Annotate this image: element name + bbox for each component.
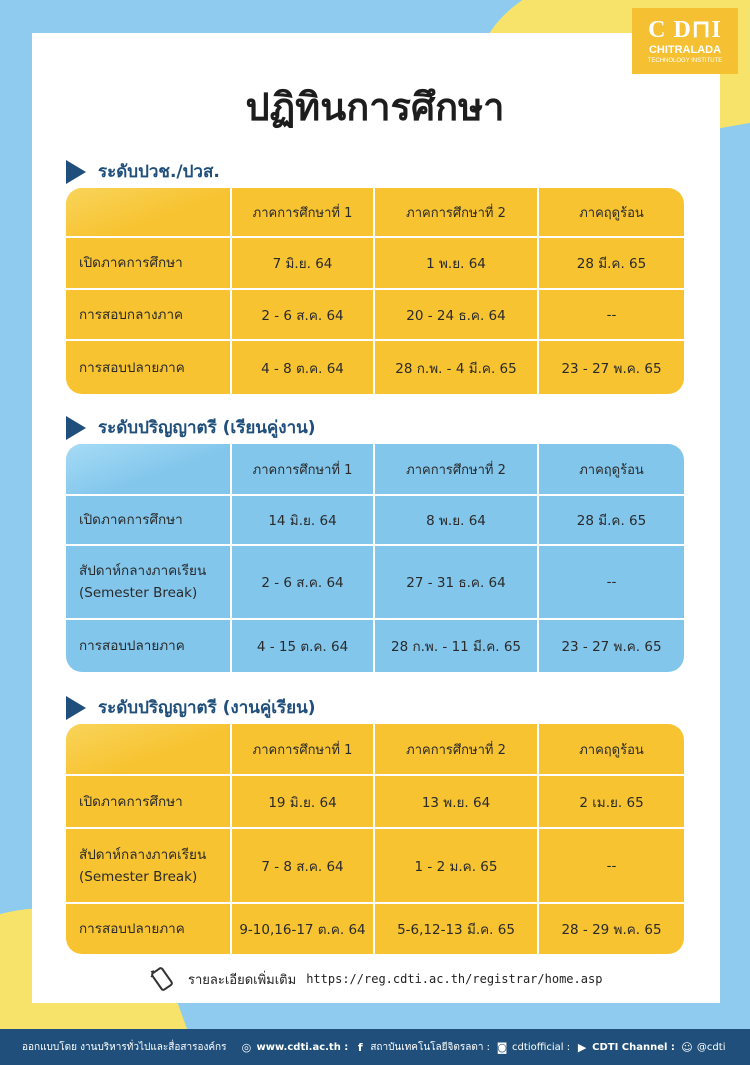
page-title: ปฏิทินการศึกษา [245,85,505,129]
instagram-link[interactable]: cdtiofficial : [512,1041,571,1053]
table-header-row [66,724,684,776]
calendar-table-bachelor-work-study [66,724,684,954]
table-row [66,904,684,954]
cdti-logo [632,8,738,74]
table-cell: 23 - 27 พ.ค. 65 [561,639,662,655]
section-heading-text: ระดับปริญญาตรี (งานคู่เรียน) [98,698,316,718]
table-cell: 2 - 6 ส.ค. 64 [232,290,375,341]
table-header-row [66,188,684,238]
table-cell: 1 พ.ย. 64 [375,238,539,290]
header-semester-1: ภาคการศึกษาที่ 1 [232,724,375,776]
table-cell: 4 - 15 ต.ค. 64 [232,620,375,672]
row-label: การสอบปลายภาค [66,904,232,954]
table-cell: 28 - 29 พ.ค. 65 [561,922,662,938]
table-cell: 7 มิ.ย. 64 [232,238,375,290]
header-semester-2: ภาคการศึกษาที่ 2 [375,724,539,776]
triangle-bullet-icon [66,160,86,184]
facebook-icon: f [357,1040,363,1054]
table-cell: 9-10,16-17 ต.ค. 64 [232,904,375,954]
calendar-table-bachelor-study-work [66,444,684,672]
table-cell: 2 เม.ย. 65 [539,776,684,829]
row-label [66,546,232,620]
row-label: การสอบปลายภาค [66,341,232,394]
header-summer: ภาคฤดูร้อน [539,724,684,776]
logo-mark: C D⊓I [648,16,722,43]
header-semester-1: ภาคการศึกษาที่ 1 [232,188,375,238]
line-link[interactable]: @cdti [696,1041,726,1053]
section-heading-bachelor-study-work [66,414,316,441]
designer-credit: ออกแบบโดย งานบริหารทั่วไปและสื่อสารองค์กร [22,1041,227,1053]
section-heading-text: ระดับปริญญาตรี (เรียนคู่งาน) [98,418,316,438]
header-summer: ภาคฤดูร้อน [539,188,684,238]
row-label-line-1: สัปดาห์กลางภาคเรียน [79,563,207,579]
row-label-line-2: (Semester Break) [79,585,198,601]
section-heading-vocational [66,158,220,185]
table-cell: 28 มี.ค. 65 [539,238,684,290]
more-info-link[interactable]: https://reg.cdti.ac.th/registrar/home.asp [306,972,603,986]
table-cell: -- [539,829,684,904]
section-heading-text: ระดับปวช./ปวส. [98,162,220,182]
table-cell: 1 - 2 ม.ค. 65 [375,829,539,904]
table-cell: 8 พ.ย. 64 [375,496,539,546]
youtube-icon: ▶ [577,1040,587,1054]
table-cell: 28 ก.พ. - 4 มี.ค. 65 [375,341,539,394]
more-info-label: รายละเอียดเพิ่มเติม [188,972,297,988]
globe-icon: ◎ [241,1040,252,1054]
line-icon: ☺ [681,1040,693,1054]
logo-subtitle: TECHNOLOGY INSTITUTE [647,57,723,64]
instagram-icon: ◙ [496,1040,508,1054]
triangle-bullet-icon [66,416,86,440]
table-cell: 27 - 31 ธ.ค. 64 [375,546,539,620]
table-cell: 13 พ.ย. 64 [375,776,539,829]
table-cell: 5-6,12-13 มี.ค. 65 [375,904,539,954]
section-heading-bachelor-work-study [66,694,316,721]
row-label-line-1: สัปดาห์กลางภาคเรียน [79,846,207,863]
table-row [66,546,684,620]
table-cell: 28 มี.ค. 65 [539,496,684,546]
header-semester-1: ภาคการศึกษาที่ 1 [232,444,375,496]
table-row [66,238,684,290]
table-cell: 20 - 24 ธ.ค. 64 [375,290,539,341]
row-label: เปิดภาคการศึกษา [66,776,232,829]
website-link[interactable]: www.cdti.ac.th : [256,1041,349,1053]
row-label-line-2: (Semester Break) [79,868,198,885]
table-cell: 23 - 27 พ.ค. 65 [561,360,662,377]
youtube-link[interactable]: CDTI Channel : [592,1041,675,1053]
table-cell: 14 มิ.ย. 64 [232,496,375,546]
table-row [66,829,684,904]
logo-name: CHITRALADA [648,43,722,56]
row-label [66,829,232,904]
table-header-row [66,444,684,496]
footer-bar [0,1029,750,1065]
header-semester-2: ภาคการศึกษาที่ 2 [375,444,539,496]
header-corner [66,724,232,776]
row-label: เปิดภาคการศึกษา [66,496,232,546]
table-row [66,290,684,341]
table-cell: -- [539,290,684,341]
row-label: การสอบกลางภาค [66,290,232,341]
header-corner [66,188,232,238]
table-row [66,341,684,394]
table-row [66,496,684,546]
calendar-table-vocational [66,188,684,394]
header-summer: ภาคฤดูร้อน [539,444,684,496]
table-row [66,620,684,672]
table-cell: 19 มิ.ย. 64 [232,776,375,829]
table-cell: 4 - 8 ต.ค. 64 [232,341,375,394]
table-row [66,776,684,829]
header-corner [66,444,232,496]
facebook-link[interactable]: สถาบันเทคโนโลยีจิตรลดา : [370,1041,491,1053]
header-semester-2: ภาคการศึกษาที่ 2 [375,188,539,238]
table-cell: 28 ก.พ. - 11 มี.ค. 65 [375,620,539,672]
row-label: การสอบปลายภาค [66,620,232,672]
table-cell: -- [539,546,684,620]
more-info-line [150,966,602,992]
phone-icon [150,966,176,992]
row-label: เปิดภาคการศึกษา [66,238,232,290]
table-cell: 7 - 8 ส.ค. 64 [232,829,375,904]
triangle-bullet-icon [66,696,86,720]
table-cell: 2 - 6 ส.ค. 64 [232,546,375,620]
